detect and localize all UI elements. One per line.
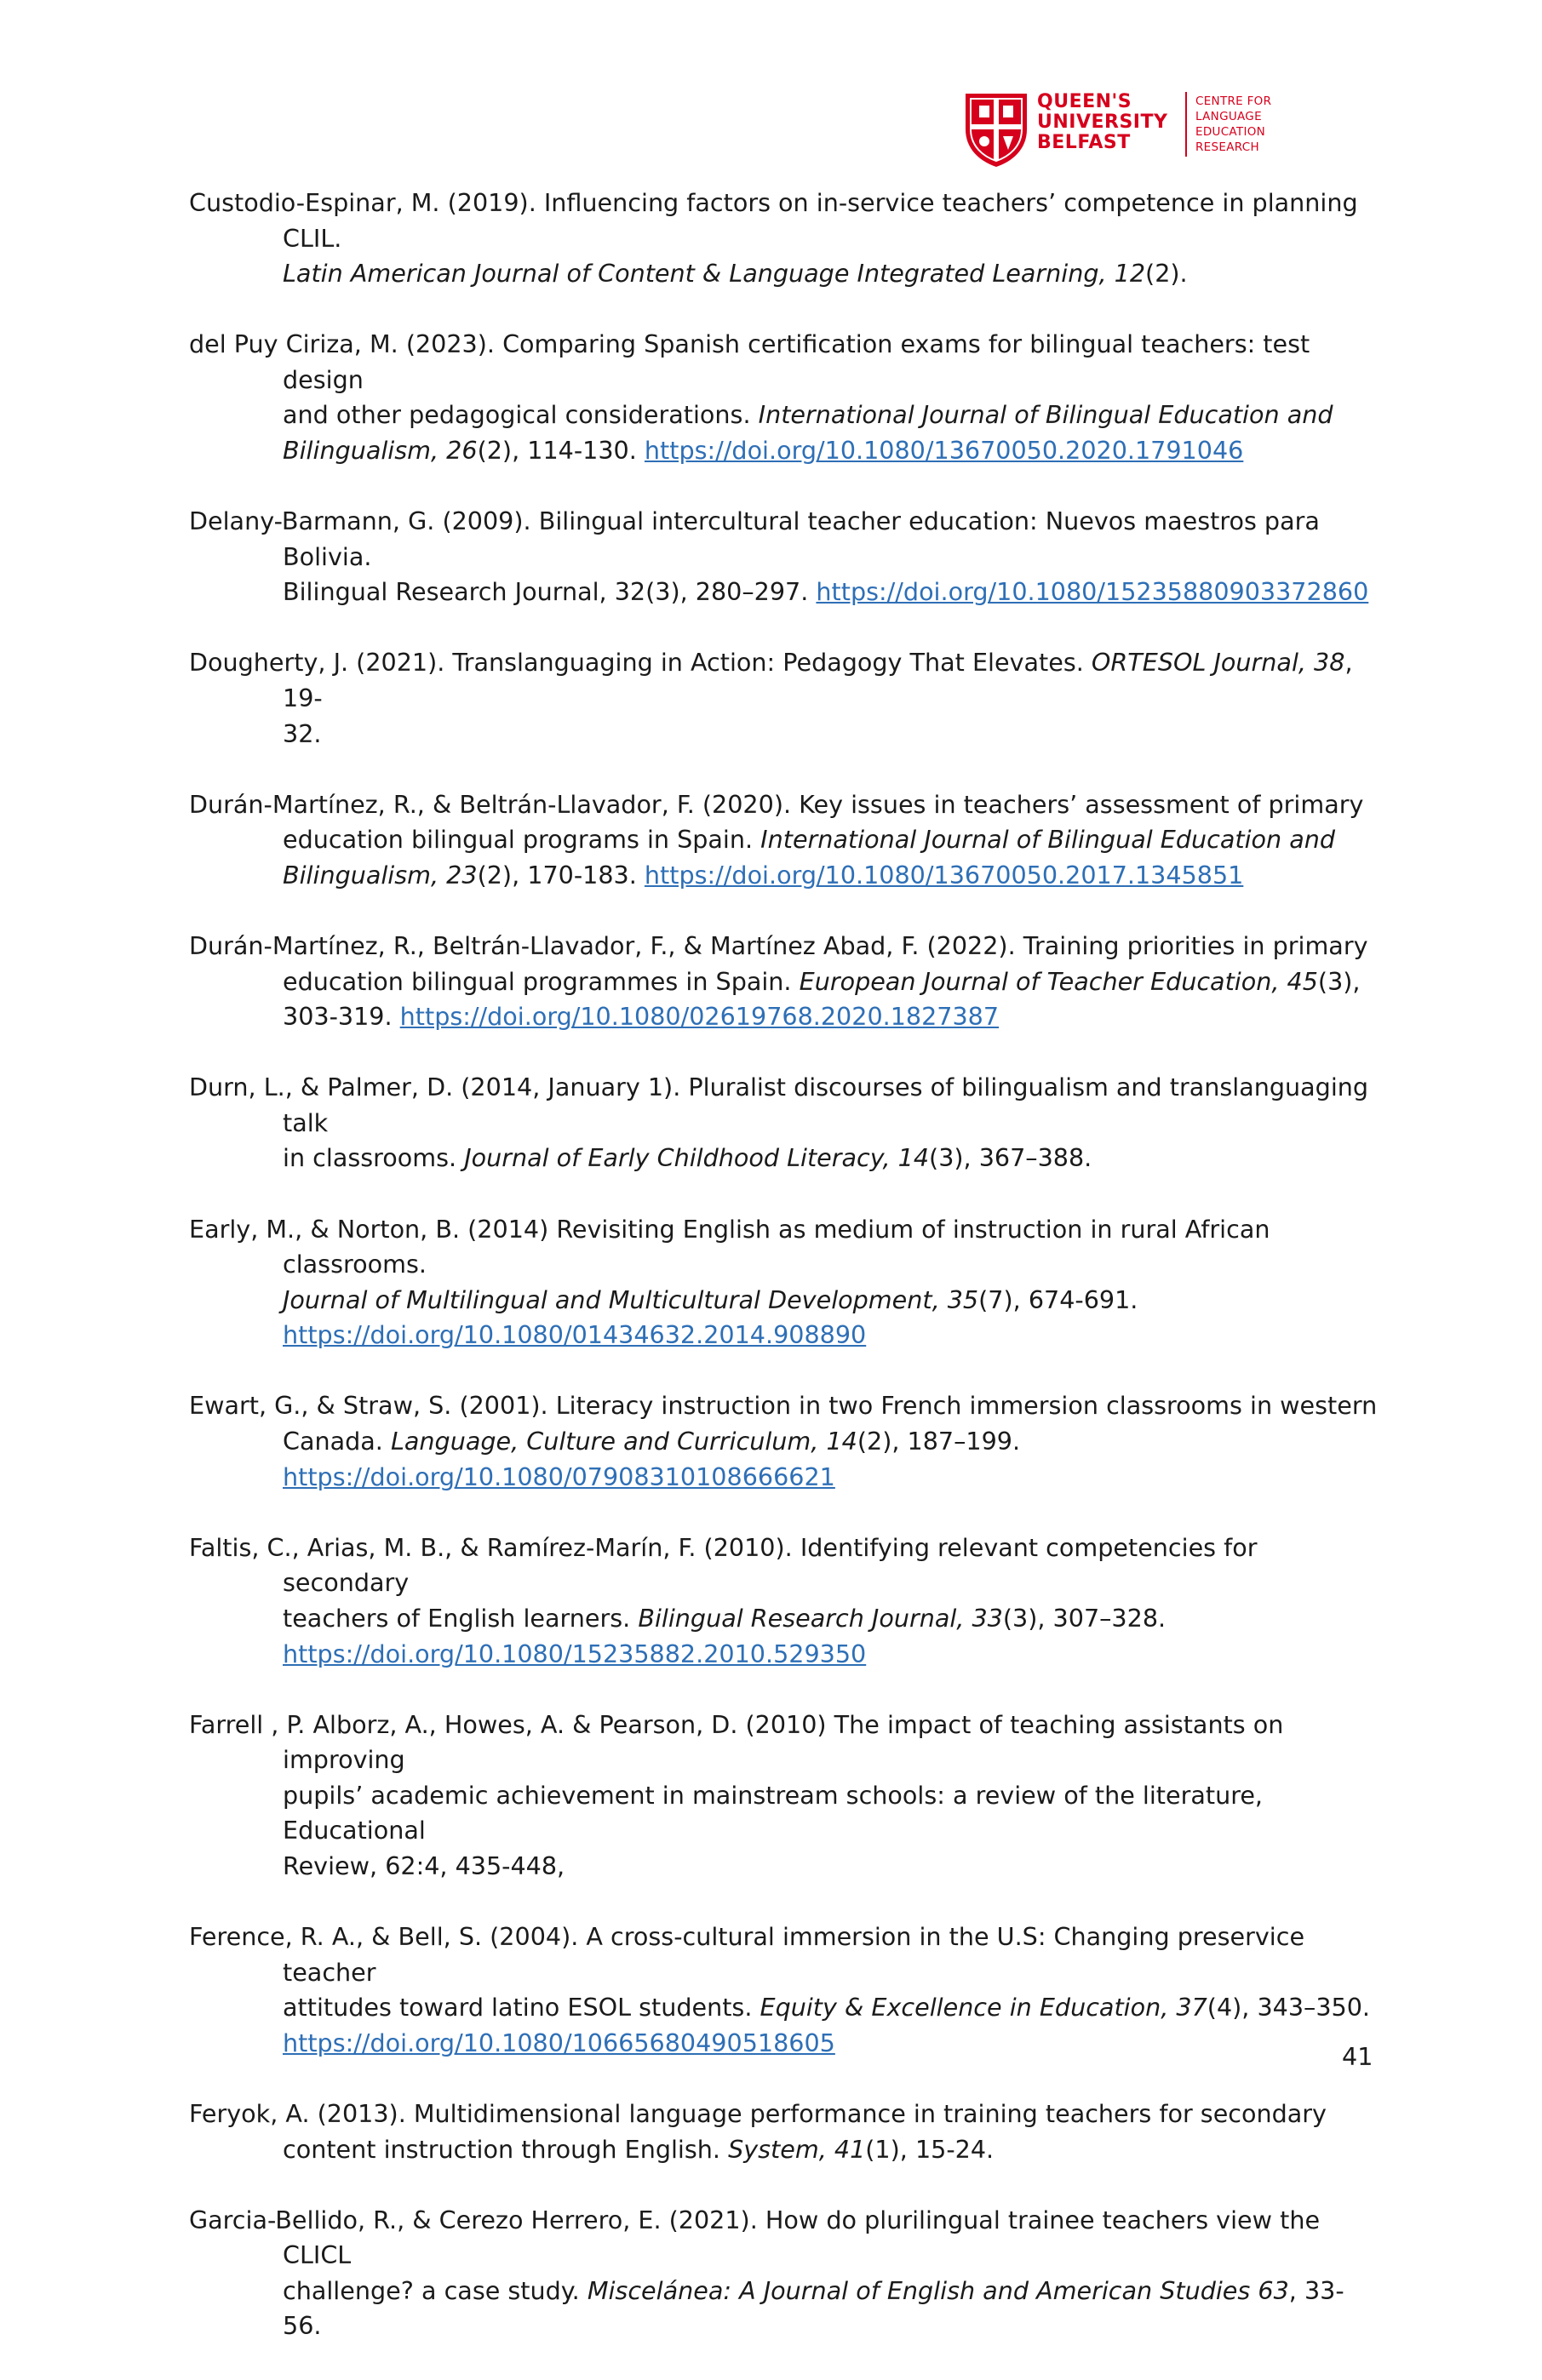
doi-link[interactable]: https://doi.org/10.1080/15235880903372860 (816, 577, 1369, 607)
doi-link[interactable]: https://doi.org/10.1080/10665680490518605 (283, 2028, 835, 2057)
reference-text: Custodio-Espinar, M. (2019). Influencing factors on in-service teachers’ competence in planning CLIL. (189, 188, 1358, 253)
reference-text: Early, M., & Norton, B. (2014) Revisiting English as medium of instruction in rural African classrooms. (189, 1214, 1270, 1279)
centre-name-line: EDUCATION (1195, 125, 1266, 139)
reference-text: Garcia-Bellido, R., & Cerezo Herrero, E. (2021). How do plurilingual trainee teachers view the CLICL challenge? a case study. (189, 2205, 1321, 2305)
reference-text: Ewart, G., & Straw, S. (2001). Literacy instruction in two French immersion classrooms in western Canada. (189, 1391, 1378, 1456)
reference-details: (3), 307–328. (1002, 1603, 1167, 1633)
reference-details: (2), 170-183. (477, 860, 645, 890)
reference-text: del Puy Ciriza, M. (2023). Comparing Spanish certification exams for bilingual teachers: test design and other pedagogical considerations. (189, 329, 1310, 430)
journal-title: System, 41 (728, 2134, 866, 2164)
journal-title: Language, Culture and Curriculum, 14 (390, 1427, 857, 1456)
centre-name-line: CENTRE FOR (1195, 94, 1272, 108)
reference-text: Farrell , P. Alborz, A., Howes, A. & Pearson, D. (2010) The impact of teaching assistants on improving pupils’ academic achievement in mainstream schools: a review of the literature, Educational Review, 62:4, 435-448, (189, 1709, 1284, 1880)
reference-details: (2), 187–199. (857, 1427, 1021, 1456)
logo-divider (1185, 92, 1187, 157)
reference-text: Dougherty, J. (2021). Translanguaging in Action: Pedagogy That Elevates. (189, 648, 1092, 678)
journal-title: Latin American Journal of Content & Language Integrated Learning, 12 (283, 259, 1146, 289)
reference-details: (7), 674-691. (978, 1284, 1138, 1314)
reference-details: (2), 114-130. (477, 436, 645, 466)
journal-title: International Journal of Bilingual Education and Bilingualism, 23 (283, 825, 1336, 890)
university-name (1037, 92, 1167, 153)
university-name-line: BELFAST (1037, 132, 1131, 153)
reference-entry (189, 1919, 1381, 2061)
doi-link[interactable]: https://doi.org/10.1080/13670050.2020.1791046 (644, 436, 1244, 466)
doi-link[interactable]: https://doi.org/10.1080/13670050.2017.1345851 (644, 860, 1244, 890)
journal-title: Bilingual Research Journal, 33 (638, 1603, 1003, 1633)
reference-entry (189, 2203, 1381, 2344)
journal-title: Journal of Early Childhood Literacy, 14 (464, 1143, 930, 1173)
reference-details: (3), 303-319. (283, 966, 1361, 1032)
journal-title: Misceláneа: A Journal of English and American Studies 63 (587, 2275, 1289, 2305)
centre-name (1195, 94, 1271, 155)
reference-entry (189, 327, 1381, 468)
university-name-line: QUEEN'S (1037, 91, 1132, 112)
reference-list (189, 186, 1381, 2380)
reference-details: (1), 15-24. (865, 2134, 995, 2164)
reference-text: Durán-Martínez, R., & Beltrán-Llavador, F. (2020). Key issues in teachers’ assessment of primary education bilingual programs in Spain. (189, 789, 1364, 855)
reference-text: Faltis, C., Arias, M. B., & Ramírez-Marín, F. (2010). Identifying relevant competencies for secondary teachers of English learners. (189, 1532, 1258, 1633)
doi-link[interactable]: https://doi.org/10.1080/02619768.2020.1827387 (399, 1002, 1000, 1032)
reference-entry (189, 1212, 1381, 1353)
queens-university-crest-icon (960, 90, 1032, 169)
centre-name-line: RESEARCH (1195, 140, 1259, 154)
reference-text: Durn, L., & Palmer, D. (2014, January 1). Pluralist discourses of bilingualism and translanguaging talk in classrooms. (189, 1073, 1369, 1173)
journal-title: International Journal of Bilingual Education and Bilingualism, 26 (283, 400, 1333, 466)
reference-entry (189, 1070, 1381, 1176)
reference-entry (189, 929, 1381, 1035)
doi-link[interactable]: https://doi.org/10.1080/07908310108666621 (283, 1462, 835, 1491)
university-logo (960, 85, 1310, 170)
reference-entry (189, 645, 1381, 752)
reference-entry (189, 1530, 1381, 1672)
reference-text: Ference, R. A., & Bell, S. (2004). A cross-cultural immersion in the U.S: Changing preservice teacher attitudes toward latino ESOL students. (189, 1922, 1305, 2022)
reference-details: , 19- 32. (283, 648, 1353, 748)
journal-title: European Journal of Teacher Education, 45 (799, 966, 1318, 996)
reference-details: (2). (1145, 259, 1188, 289)
reference-entry (189, 504, 1381, 610)
reference-entry (189, 186, 1381, 292)
reference-details: (3), 367–388. (929, 1143, 1092, 1173)
reference-entry (189, 1708, 1381, 1885)
journal-title: Equity & Excellence in Education, 37 (760, 1993, 1207, 2022)
page-number: 41 (1342, 2042, 1373, 2071)
journal-title: Journal of Multilingual and Multicultural Development, 35 (283, 1284, 979, 1314)
reference-details: (4), 343–350. (1207, 1993, 1371, 2022)
reference-text: Delany-Barmann, G. (2009). Bilingual intercultural teacher education: Nuevos maestros para Bolivia. Bilingual Research Journal, 32(3), 280–297. (189, 506, 1320, 607)
reference-entry (189, 787, 1381, 894)
university-name-line: UNIVERSITY (1037, 112, 1168, 133)
reference-entry (189, 2097, 1381, 2167)
reference-entry (189, 1388, 1381, 1495)
centre-name-line: LANGUAGE (1195, 110, 1262, 123)
reference-text: Feryok, A. (2013). Multidimensional language performance in training teachers for secondary content instruction through English. (189, 2098, 1327, 2164)
doi-link[interactable]: https://doi.org/10.1080/01434632.2014.908890 (283, 1320, 867, 1350)
reference-text: Durán-Martínez, R., Beltrán-Llavador, F., & Martínez Abad, F. (2022). Training priorities in primary education bilingual programmes in Spain. (189, 931, 1368, 996)
journal-title: ORTESOL Journal, 38 (1091, 648, 1345, 678)
doi-link[interactable]: https://doi.org/10.1080/15235882.2010.529350 (283, 1639, 867, 1668)
reference-details: , 33-56. (283, 2275, 1344, 2341)
